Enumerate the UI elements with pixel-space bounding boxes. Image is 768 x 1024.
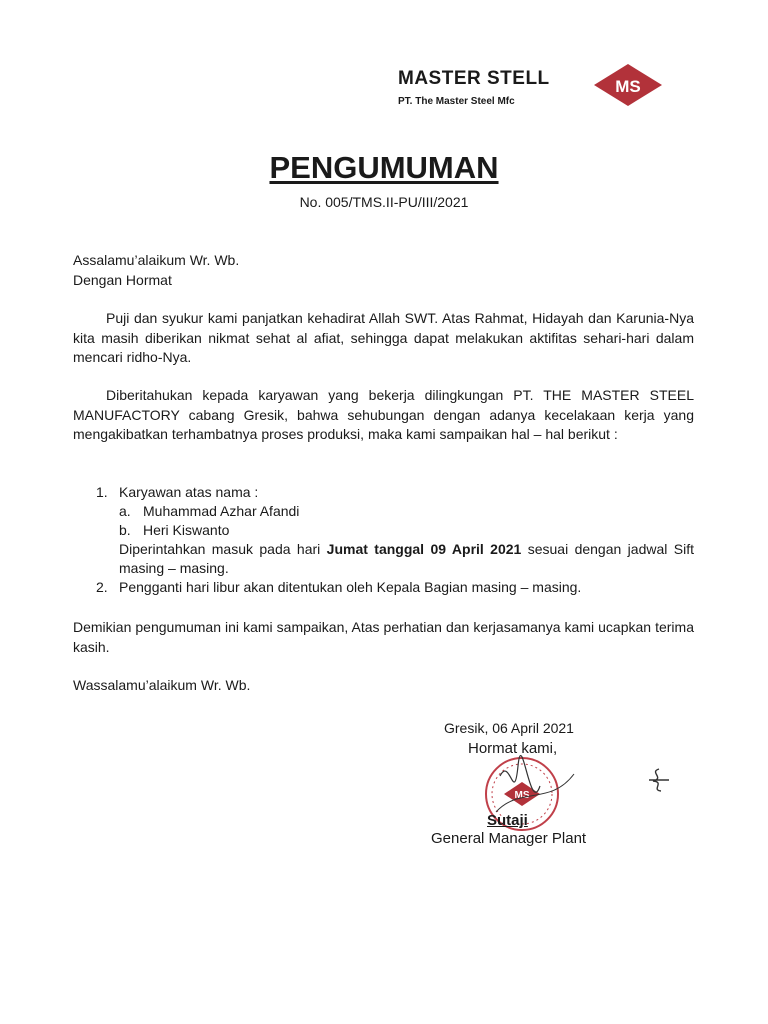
farewell: Wassalamu’alaikum Wr. Wb.: [73, 677, 251, 693]
signature-flourish: [645, 766, 671, 794]
closing-paragraph: Demikian pengumuman ini kami sampaikan, Atas perhatian dan kerjasamanya kami ucapkan terima kasih.: [73, 619, 694, 655]
stamp-logo-text: MS: [514, 790, 530, 801]
sub-list-letter: b.: [119, 522, 131, 538]
sub-list-item: [73, 521, 694, 540]
list-number: 1.: [96, 484, 108, 500]
list-item-text: Karyawan atas nama :: [119, 484, 259, 500]
sub-list-letter: a.: [119, 503, 131, 519]
signatory-position: General Manager Plant: [431, 830, 587, 847]
salutation: Dengan Hormat: [73, 272, 172, 288]
paragraph-notice: Diberitahukan kepada karyawan yang bekerja dilingkungan PT. THE MASTER STEEL MANUFACTORY cabang Gresik, bahwa sehubungan dengan adanya kecelakaan kerja yang mengakibatkan terhambatnya proses produksi, maka kami sampaikan hal – hal berikut :: [73, 387, 694, 442]
announcement-list: [73, 483, 694, 597]
company-logo: [592, 62, 664, 108]
document-title: PENGUMUMAN: [269, 150, 499, 185]
document-number: No. 005/TMS.II-PU/III/2021: [299, 194, 469, 210]
instruction-post: sesuai dengan jadwal Sift masing – masing.: [119, 541, 694, 576]
instruction-date: Jumat tanggal 09 April 2021: [326, 541, 522, 557]
regards: Hormat kami,: [468, 740, 558, 757]
company-subtitle: PT. The Master Steel Mfc: [398, 96, 515, 107]
place-date: Gresik, 06 April 2021: [444, 720, 574, 736]
logo-text: MS: [615, 77, 641, 96]
instruction-text: [73, 540, 694, 578]
list-item-text: Pengganti hari libur akan ditentukan oleh Kepala Bagian masing – masing.: [119, 579, 582, 595]
employee-name: Heri Kiswanto: [143, 522, 230, 538]
list-item: [73, 483, 694, 502]
greeting: Assalamu’alaikum Wr. Wb.: [73, 252, 240, 268]
list-number: 2.: [96, 579, 108, 595]
signatory-name: Sutaji: [487, 812, 528, 829]
sub-list-item: [73, 502, 694, 521]
instruction-pre: Diperintahkan masuk pada hari: [119, 541, 327, 557]
paragraph-opening: Puji dan syukur kami panjatkan kehadirat Allah SWT. Atas Rahmat, Hidayah dan Karunia-Nya kita masih diberikan nikmat sehat al afiat, sehingga dapat melakukan aktifitas sehari-hari dalam mencari ridho-Nya.: [73, 310, 694, 365]
list-item: [73, 578, 694, 597]
company-name: MASTER STELL: [398, 68, 550, 89]
employee-name: Muhammad Azhar Afandi: [143, 503, 300, 519]
